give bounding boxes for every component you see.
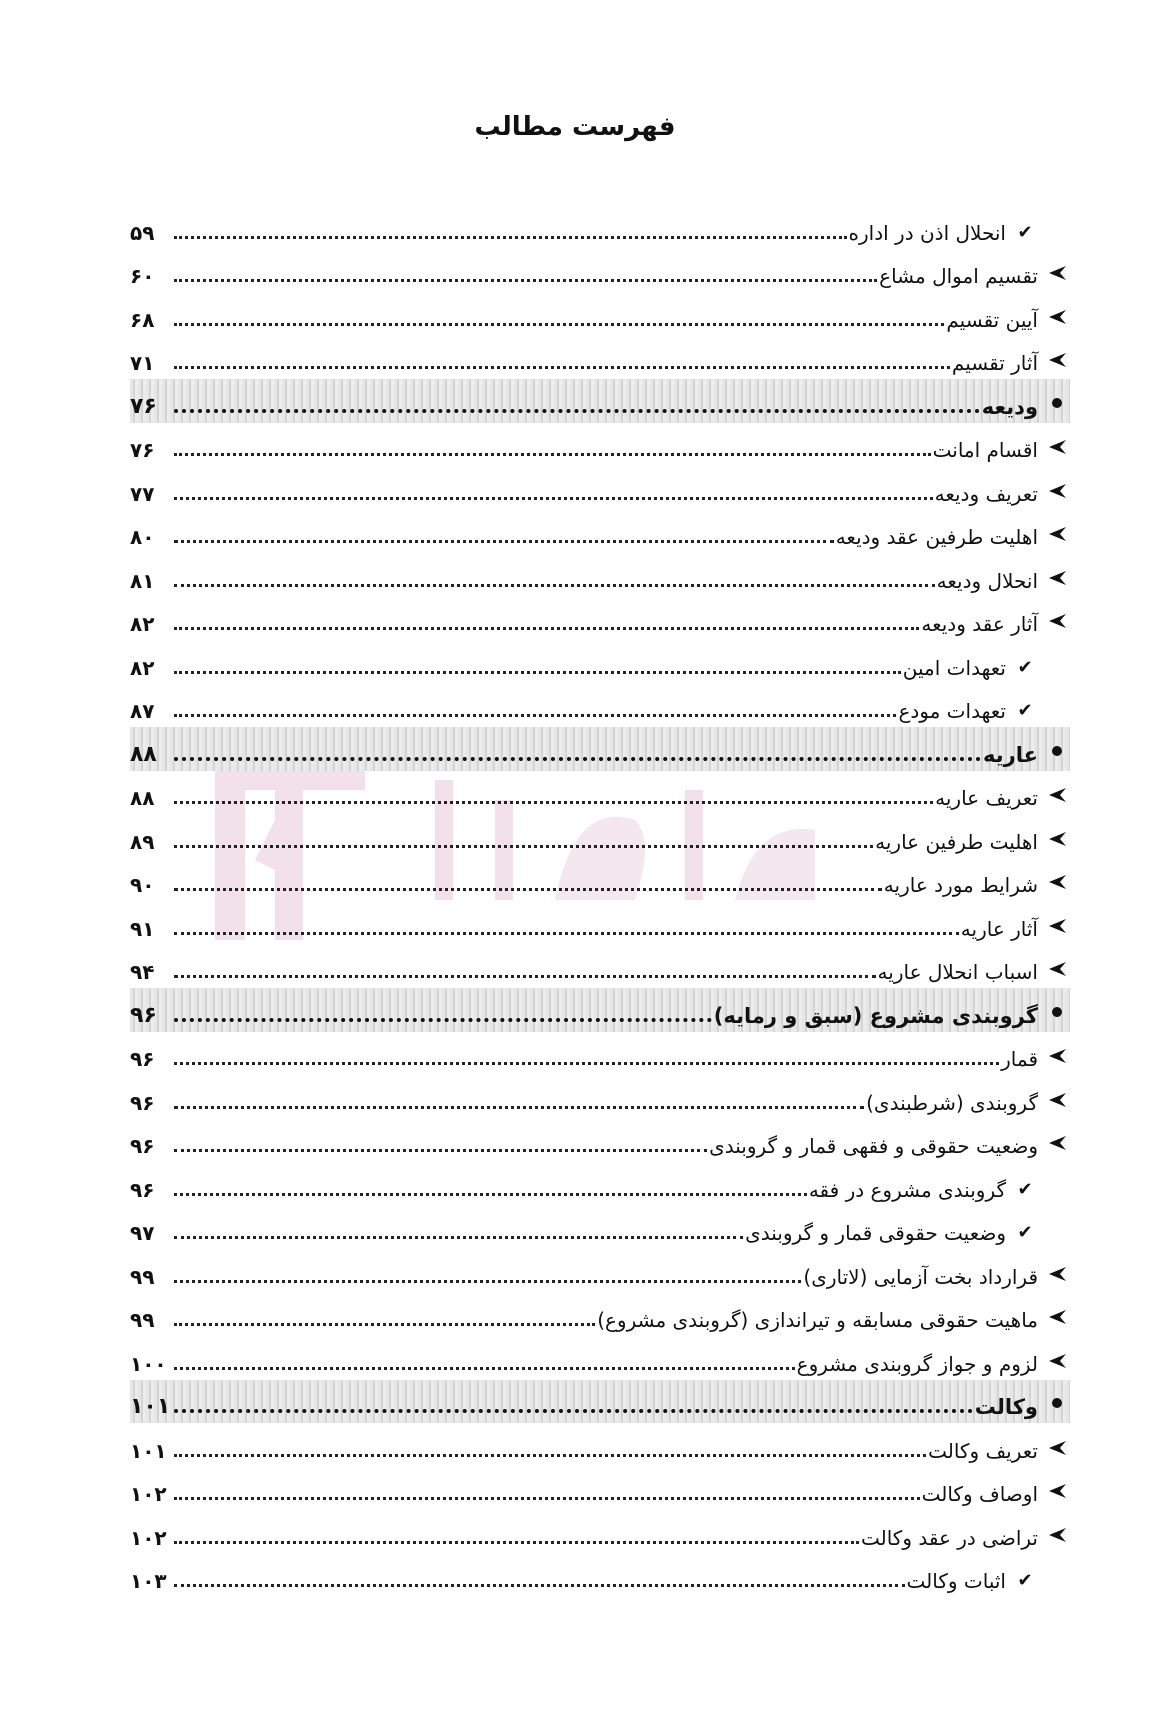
arrowhead-icon xyxy=(1044,483,1070,510)
dot-leader xyxy=(174,1367,795,1370)
dot-leader xyxy=(174,1280,801,1283)
arrowhead-icon xyxy=(1044,265,1070,292)
toc-row xyxy=(130,1510,1070,1554)
dot-leader xyxy=(174,801,933,804)
toc-page-number: ۷۱ xyxy=(130,351,155,375)
toc-row xyxy=(130,858,1070,902)
toc-page-number: ۹۱ xyxy=(130,916,155,941)
toc-entry-title: قمار xyxy=(1001,1047,1038,1071)
toc-entry-title: ودیعه xyxy=(981,394,1038,419)
toc-page-number: ۸۹ xyxy=(130,829,155,854)
arrowhead-icon xyxy=(1044,570,1070,597)
dot-leader xyxy=(174,279,877,282)
toc-row xyxy=(130,1336,1070,1380)
toc-entry-title: تعریف عاریه xyxy=(935,786,1038,810)
toc-row xyxy=(130,1075,1070,1119)
toc-entry-title: اوصاف وکالت xyxy=(921,1482,1038,1506)
dot-leader xyxy=(174,1541,859,1544)
toc-page-number: ۸۲ xyxy=(130,655,155,680)
toc-page-number: ۱۰۱ xyxy=(130,1394,171,1419)
arrowhead-icon xyxy=(1044,1527,1070,1554)
dot-leader xyxy=(174,236,847,239)
toc-row xyxy=(130,1467,1070,1511)
dot-leader xyxy=(174,757,981,761)
toc-entry-title: تراضی در عقد وکالت xyxy=(860,1525,1038,1550)
toc-page-number: ۸۸ xyxy=(130,786,155,810)
toc-row xyxy=(130,640,1070,684)
toc-page-number: ۱۰۲ xyxy=(130,1482,167,1506)
toc-entry-title: لزوم و جواز گروبندی مشروع xyxy=(796,1351,1038,1376)
toc-page-number: ۷۶ xyxy=(130,438,155,462)
toc-row xyxy=(130,423,1070,467)
toc-entry-title: گروبندی مشروع (سبق و رمایه) xyxy=(713,1003,1038,1028)
dot-leader xyxy=(174,497,933,500)
toc-entry-title: قرارداد بخت آزمایی (لاتاری) xyxy=(803,1264,1038,1289)
dot-leader xyxy=(174,627,919,630)
toc-page-number: ۱۰۳ xyxy=(130,1569,167,1593)
toc-row xyxy=(130,292,1070,336)
toc-page-number: ۹۰ xyxy=(130,873,155,897)
toc-page-number: ۸۲ xyxy=(130,612,155,636)
toc-entry-title: آثار عقد ودیعه xyxy=(921,612,1038,636)
toc-entry-title: آثار عاریه xyxy=(960,916,1038,941)
toc-page-number: ۹۶ xyxy=(130,1177,155,1202)
check-icon: ✔ xyxy=(1017,700,1033,721)
toc-row xyxy=(130,945,1070,989)
toc-page-number: ۹۶ xyxy=(130,1002,157,1028)
toc-row xyxy=(130,1423,1070,1467)
toc-section-row xyxy=(130,1380,1070,1424)
toc-row xyxy=(130,1162,1070,1206)
arrowhead-icon xyxy=(1044,961,1070,988)
dot-leader xyxy=(174,1193,807,1196)
bullet-icon xyxy=(1044,1005,1070,1032)
arrowhead-icon xyxy=(1044,874,1070,901)
arrowhead-icon xyxy=(1044,439,1070,466)
arrowhead-icon xyxy=(1044,787,1070,814)
dot-leader xyxy=(174,1236,743,1239)
toc-row xyxy=(130,597,1070,641)
toc-entry-title: وکالت xyxy=(974,1395,1038,1419)
toc-row xyxy=(130,684,1070,728)
toc-entry-title: گروبندی مشروع در فقه xyxy=(808,1177,1006,1202)
toc-page-number: ۱۰۰ xyxy=(130,1351,167,1376)
toc-page-number: ۸۱ xyxy=(130,568,155,593)
toc-page-number: ۹۷ xyxy=(130,1221,155,1245)
check-icon: ✔ xyxy=(1017,1570,1033,1591)
toc-entry-title: تقسیم اموال مشاع xyxy=(879,264,1038,288)
arrowhead-icon xyxy=(1044,1266,1070,1293)
toc-page-number: ۷۶ xyxy=(130,393,157,419)
toc-entry-title: انحلال اذن در اداره xyxy=(848,220,1006,245)
arrowhead-icon xyxy=(1044,1135,1070,1162)
dot-leader xyxy=(174,975,876,978)
toc-page-number: ۹۴ xyxy=(130,960,155,984)
toc-row xyxy=(130,1554,1070,1598)
dot-leader xyxy=(174,323,944,326)
dot-leader xyxy=(174,409,980,413)
table-of-contents xyxy=(130,205,1070,1597)
toc-row xyxy=(130,1249,1070,1293)
dot-leader xyxy=(174,1062,999,1065)
toc-section-row xyxy=(130,379,1070,423)
toc-page-number: ۱۰۲ xyxy=(130,1525,167,1550)
check-icon: ✔ xyxy=(1017,1178,1033,1200)
dot-leader xyxy=(174,1018,712,1022)
arrowhead-icon xyxy=(1044,1353,1070,1380)
dot-leader xyxy=(174,888,882,891)
dot-leader xyxy=(174,845,873,848)
dot-leader xyxy=(174,1584,905,1587)
arrowhead-icon xyxy=(1044,1309,1070,1336)
dot-leader xyxy=(174,584,935,587)
check-icon: ✔ xyxy=(1017,656,1033,678)
arrowhead-icon xyxy=(1044,613,1070,640)
arrowhead-icon xyxy=(1044,309,1070,336)
toc-row xyxy=(130,336,1070,380)
dot-leader xyxy=(174,366,950,369)
toc-entry-title: اهلیت طرفین عاریه xyxy=(875,829,1038,854)
toc-entry-title: شرایط مورد عاریه xyxy=(883,873,1038,897)
toc-entry-title: تعهدات مودع xyxy=(898,699,1006,723)
dot-leader xyxy=(174,671,901,674)
toc-row xyxy=(130,553,1070,597)
toc-entry-title: وضعیت حقوقی قمار و گروبندی xyxy=(745,1221,1006,1245)
toc-page-number: ۷۷ xyxy=(130,481,155,506)
page-title: فهرست مطالب xyxy=(474,112,676,142)
toc-page-number: ۹۶ xyxy=(130,1090,155,1115)
arrowhead-icon xyxy=(1044,1092,1070,1119)
dot-leader xyxy=(174,1497,920,1500)
bullet-icon xyxy=(1044,744,1070,771)
toc-section-row xyxy=(130,727,1070,771)
toc-page-number: ۸۸ xyxy=(130,741,157,767)
toc-entry-title: اهلیت طرفین عقد ودیعه xyxy=(835,525,1038,549)
toc-page-number: ۹۶ xyxy=(130,1134,155,1158)
bullet-icon xyxy=(1044,396,1070,423)
toc-row xyxy=(130,1119,1070,1163)
toc-page-number: ۹۹ xyxy=(130,1308,155,1332)
toc-row xyxy=(130,814,1070,858)
check-icon: ✔ xyxy=(1017,221,1033,243)
toc-row xyxy=(130,1206,1070,1250)
toc-entry-title: تعریف ودیعه xyxy=(934,481,1038,506)
toc-entry-title: تعریف وکالت xyxy=(928,1438,1038,1463)
bullet-icon xyxy=(1044,1396,1070,1423)
toc-page-number: ۶۰ xyxy=(130,264,155,288)
toc-row xyxy=(130,466,1070,510)
dot-leader xyxy=(174,540,834,543)
toc-row xyxy=(130,1032,1070,1076)
dot-leader xyxy=(174,714,896,717)
arrowhead-icon xyxy=(1044,918,1070,945)
toc-entry-title: ماهیت حقوقی مسابقه و تیراندازی (گروبندی مشروع) xyxy=(597,1308,1038,1332)
check-icon: ✔ xyxy=(1017,1222,1033,1243)
toc-page-number: ۶۸ xyxy=(130,307,155,332)
toc-row xyxy=(130,901,1070,945)
arrowhead-icon xyxy=(1044,1048,1070,1075)
toc-page-number: ۱۰۱ xyxy=(130,1438,167,1463)
arrowhead-icon xyxy=(1044,352,1070,379)
arrowhead-icon xyxy=(1044,1440,1070,1467)
toc-entry-title: تعهدات امین xyxy=(902,655,1006,680)
toc-entry-title: آیین تقسیم xyxy=(946,307,1038,332)
toc-entry-title: عاریه xyxy=(983,742,1038,767)
toc-entry-title: اثبات وکالت xyxy=(906,1569,1006,1593)
toc-page-number: ۹۶ xyxy=(130,1047,155,1071)
toc-row xyxy=(130,205,1070,249)
toc-entry-title: آثار تقسیم xyxy=(951,351,1038,375)
toc-row xyxy=(130,249,1070,293)
dot-leader xyxy=(174,932,959,935)
toc-section-row xyxy=(130,988,1070,1032)
dot-leader xyxy=(174,1454,926,1457)
toc-row xyxy=(130,510,1070,554)
toc-entry-title: انحلال ودیعه xyxy=(936,568,1038,593)
arrowhead-icon xyxy=(1044,831,1070,858)
toc-entry-title: وضعیت حقوقی و فقهی قمار و گروبندی xyxy=(709,1134,1038,1158)
toc-page-number: ۵۹ xyxy=(130,220,155,245)
dot-leader xyxy=(174,1149,707,1152)
dot-leader xyxy=(174,1409,972,1413)
toc-page-number: ۸۰ xyxy=(130,525,155,549)
toc-entry-title: گروبندی (شرطبندی) xyxy=(866,1090,1038,1115)
dot-leader xyxy=(174,1106,864,1109)
toc-page-number: ۹۹ xyxy=(130,1264,155,1289)
toc-entry-title: اسباب انحلال عاریه xyxy=(877,960,1038,984)
arrowhead-icon xyxy=(1044,526,1070,553)
toc-row xyxy=(130,771,1070,815)
toc-entry-title: اقسام امانت xyxy=(932,438,1038,462)
dot-leader xyxy=(174,453,931,456)
arrowhead-icon xyxy=(1044,1483,1070,1510)
toc-page-number: ۸۷ xyxy=(130,699,155,723)
toc-row xyxy=(130,1293,1070,1337)
dot-leader xyxy=(174,1323,595,1326)
